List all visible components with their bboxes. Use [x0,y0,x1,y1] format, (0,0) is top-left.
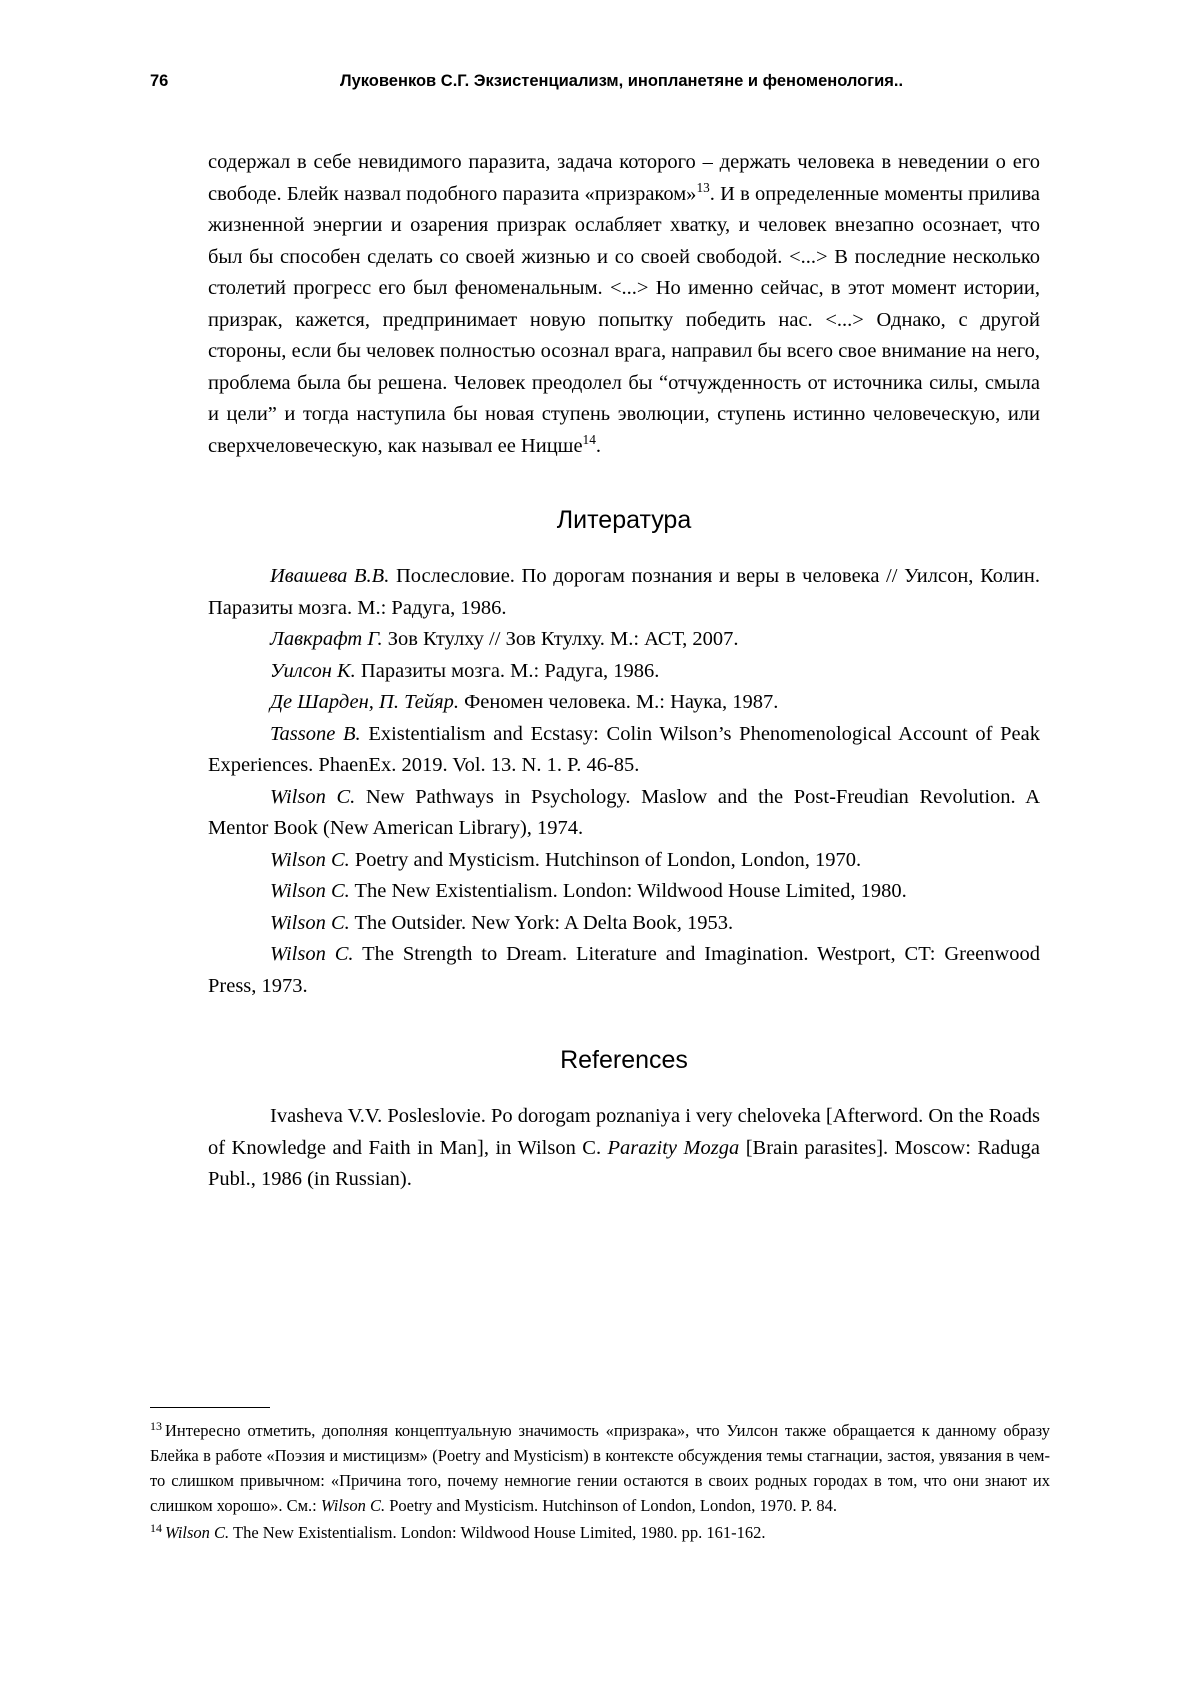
body-content [150,147,1050,1196]
footnote-text-pre: Интересно отметить, дополняя концептуальную значимость «призрака», что Уилсон также обращается к данному образу Блейка в работе «Поэзия и мистицизм» (Poetry and Mysticism) в контексте обсуждения темы стагнации, застоя, увязания в чем-то слишком привычном: «Причина того, почему немногие гении остаются в своих родных городах в том, что они знают их слишком хорошо». См.: [150,1421,1050,1515]
footnote-marker: 14 [150,1520,162,1535]
reference-author: Wilson C. [270,911,350,934]
reference-text: Poetry and Mysticism. Hutchinson of London, London, 1970. [349,848,862,871]
list-item [208,624,1040,656]
reference-text: New Pathways in Psychology. Maslow and the Post-Freudian Revolution. A Mentor Book (New American Library), 1974. [208,785,1040,839]
reference-text: The Strength to Dream. Literature and Imagination. Westport, CT: Greenwood Press, 1973. [208,943,1040,997]
list-item [208,939,1040,1002]
reference-author: Уилсон К. [270,659,356,682]
footnote-italic: Wilson C. [320,1496,386,1515]
list-item [208,687,1040,719]
footnote-italic: Wilson C. [165,1523,230,1542]
reference-text: Феномен человека. М.: Наука, 1987. [458,691,779,713]
footnote-text-post: The New Existentialism. London: Wildwood House Limited, 1980. pp. 161-162. [229,1523,766,1542]
footnote-14 [150,1520,1050,1545]
list-item [208,1101,1040,1196]
reference-text: Послесловие. По дорогам познания и веры в человека // Уилсон, Колин. Паразиты мозга. М.: Радуга, 1986. [208,565,1040,619]
running-title: Луковенков С.Г. Экзистенциализм, инопланетяне и феноменология.. [340,72,904,90]
running-head [150,72,1050,91]
reference-text: Зов Ктулху // Зов Ктулху. М.: АСТ, 2007. [382,628,739,650]
reference-text-pre: Ivasheva V.V. Posleslovie. Po dorogam poznaniya i very cheloveka [Afterword. On the Roads of Knowledge and Faith in Man], in Wilson C. [208,1105,1040,1159]
references-list [208,1101,1040,1196]
footnotes-area [150,1407,1050,1547]
page-number: 76 [150,72,169,90]
list-item [208,719,1040,782]
list-item [208,845,1040,877]
list-item [208,561,1040,624]
footnote-marker: 13 [150,1418,162,1433]
reference-author: Wilson C. [270,785,356,808]
reference-text: The Outsider. New York: A Delta Book, 1953. [349,911,734,934]
body-paragraph [208,147,1040,462]
reference-author: Tassone B. [270,722,361,745]
reference-text: The New Existentialism. London: Wildwood House Limited, 1980. [349,880,907,902]
footnote-ref-14[interactable]: 14 [582,431,596,447]
list-item [208,656,1040,688]
paragraph-text-2: . И в определенные моменты прилива жизненной энергии и озарения призрак ослабляет хватку, и человек внезапно осознает, что был бы способен сделать со своей жизнью и со своей свободой. <...> В последние несколько столетий прогресс его был феноменальным. <...> Но именно сейчас, в этот момент истории, призрак, кажется, предпринимает новую попытку победить нас. <...> Однако, с другой стороны, если бы человек полностью осознал врага, направил бы всего свое внимание на него, проблема была бы решена. Человек преодолел бы “отчужденность от источника силы, смыла и цели” и тогда наступила бы новая ступень эволюции, ступень истинно человеческую, или сверхчеловеческую, как называл ее Ницше [208,182,1040,457]
list-item [208,782,1040,845]
reference-text: Existentialism and Ecstasy: Colin Wilson’s Phenomenological Account of Peak Experiences. PhaenEx. 2019. Vol. 13. N. 1. P. 46-85. [208,722,1040,776]
footnote-separator [150,1407,270,1408]
footnote-ref-13[interactable]: 13 [696,179,710,195]
reference-title-italic: Parazity Mozga [607,1136,740,1159]
references-heading: References [560,1046,688,1074]
reference-author: Лавкрафт Г. [270,628,383,650]
literature-list [208,561,1040,1002]
reference-author: Wilson C. [270,943,354,965]
paragraph-text-1: содержал в себе невидимого паразита, задача которого – держать человека в неведении о его свободе. Блейк назвал подобного паразита «призраком» [208,151,1040,205]
footnote-text-post: Poetry and Mysticism. Hutchinson of London, London, 1970. P. 84. [385,1496,837,1515]
reference-text: Паразиты мозга. М.: Радуга, 1986. [355,659,660,682]
paragraph-text-3: . [595,434,601,457]
reference-author: Де Шарден, П. Тейяр. [270,691,459,713]
reference-text-post: [Brain parasites]. Moscow: Raduga Publ., 1986 (in Russian). [208,1136,1040,1190]
list-item [208,908,1040,940]
reference-author: Ивашева В.В. [270,565,390,587]
footnote-13 [150,1418,1050,1518]
list-item [208,876,1040,908]
literature-heading: Литература [556,506,692,534]
reference-author: Wilson C. [270,880,350,902]
reference-author: Wilson C. [270,848,350,871]
